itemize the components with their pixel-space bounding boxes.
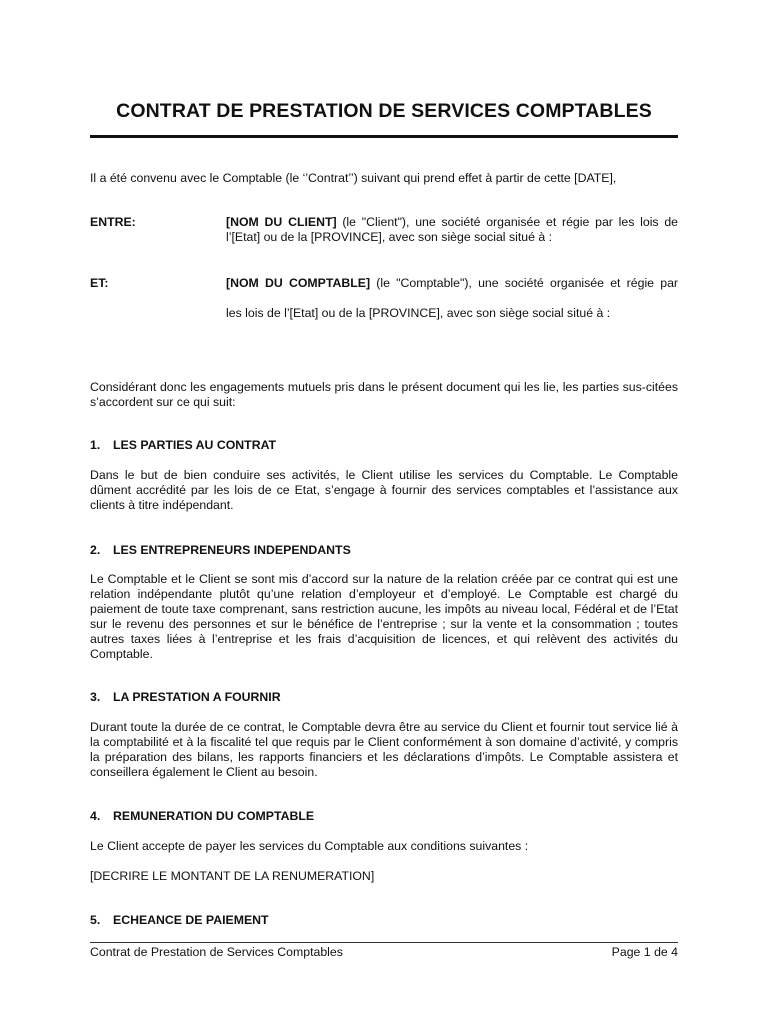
section-number: 1. xyxy=(90,438,101,452)
party1-label: ENTRE: xyxy=(90,215,136,229)
section-2-heading xyxy=(90,543,351,557)
party2-label: ET: xyxy=(90,276,109,290)
title-underline xyxy=(90,135,678,138)
section-4-placeholder: [DECRIRE LE MONTANT DE LA RENUMERATION] xyxy=(90,869,375,883)
document-title: CONTRAT DE PRESTATION DE SERVICES COMPTABLES xyxy=(116,100,652,122)
party2-text-line1: (le "Comptable"), une société organisée et régie par xyxy=(370,276,679,290)
party1-text xyxy=(226,215,678,245)
section-title: LES PARTIES AU CONTRAT xyxy=(113,438,277,452)
footer-page-number: Page 1 de 4 xyxy=(611,945,678,959)
section-3-heading xyxy=(90,690,281,704)
party2-text xyxy=(226,276,678,321)
section-title: REMUNERATION DU COMPTABLE xyxy=(113,809,315,823)
considerant-paragraph: Considérant donc les engagements mutuels pris dans le présent document qui les lie, les parties sus-citées s’accordent sur ce qui suit: xyxy=(90,380,678,409)
section-title: LA PRESTATION A FOURNIR xyxy=(113,690,281,704)
party2-name: [NOM DU COMPTABLE] xyxy=(226,276,371,290)
section-number: 2. xyxy=(90,543,101,557)
footer-rule xyxy=(90,942,678,943)
section-title: ECHEANCE DE PAIEMENT xyxy=(113,913,269,927)
section-number: 4. xyxy=(90,809,101,823)
party1-name: [NOM DU CLIENT] xyxy=(226,215,337,229)
section-1-body: Dans le but de bien conduire ses activités, le Client utilise les services du Comptable. Le Comptable dûment accrédité par les lois de ce Etat, s’engage à fournir des services comptables et l’assistance aux clients à titre indépendant. xyxy=(90,468,678,512)
section-4-body: Le Client accepte de payer les services du Comptable aux conditions suivantes : xyxy=(90,839,529,853)
section-title: LES ENTREPRENEURS INDEPENDANTS xyxy=(113,543,351,557)
section-number: 3. xyxy=(90,690,101,704)
section-4-heading xyxy=(90,809,314,823)
footer-document-title: Contrat de Prestation de Services Comptables xyxy=(90,945,343,959)
party1-text-line1: (le "Client"), une société organisée et régie par les lois de xyxy=(336,215,679,229)
section-1-heading xyxy=(90,438,276,452)
party2-text-line2: les lois de l’[Etat] ou de la [PROVINCE], avec son siège social situé à : xyxy=(226,306,611,320)
party1-text-line2: l’[Etat] ou de la [PROVINCE], avec son siège social situé à : xyxy=(226,230,553,244)
section-2-body: Le Comptable et le Client se sont mis d’accord sur la nature de la relation créée par ce contrat qui est une relation indépendante plutôt qu’une relation d’employeur et d’employé. Le Comptable est chargé du paiement de toute taxe comprenant, sans restriction aucune, les impôts au niveau local, Fédéral et de l’Etat sur le revenu des personnes et sur le bénéfice de l’entreprise ; sur la vente et la consommation ; toutes autres taxes liées à l’entreprise et les frais d’acquisition de licences, et qui relèvent des activités du Comptable. xyxy=(90,572,678,661)
section-3-body: Durant toute la durée de ce contrat, le Comptable devra être au service du Client et fournir tout service lié à la comptabilité et à la fiscalité tel que requis par le Client conformément à son domaine d’activité, y compris la préparation des bilans, les rapports financiers et les déclarations d’impôts. Le Comptable assistera et conseillera également le Client au besoin. xyxy=(90,720,678,779)
section-number: 5. xyxy=(90,913,101,927)
intro-paragraph: Il a été convenu avec le Comptable (le ‘’Contrat’’) suivant qui prend effet à partir de cette [DATE], xyxy=(90,171,617,185)
section-5-heading xyxy=(90,913,269,927)
